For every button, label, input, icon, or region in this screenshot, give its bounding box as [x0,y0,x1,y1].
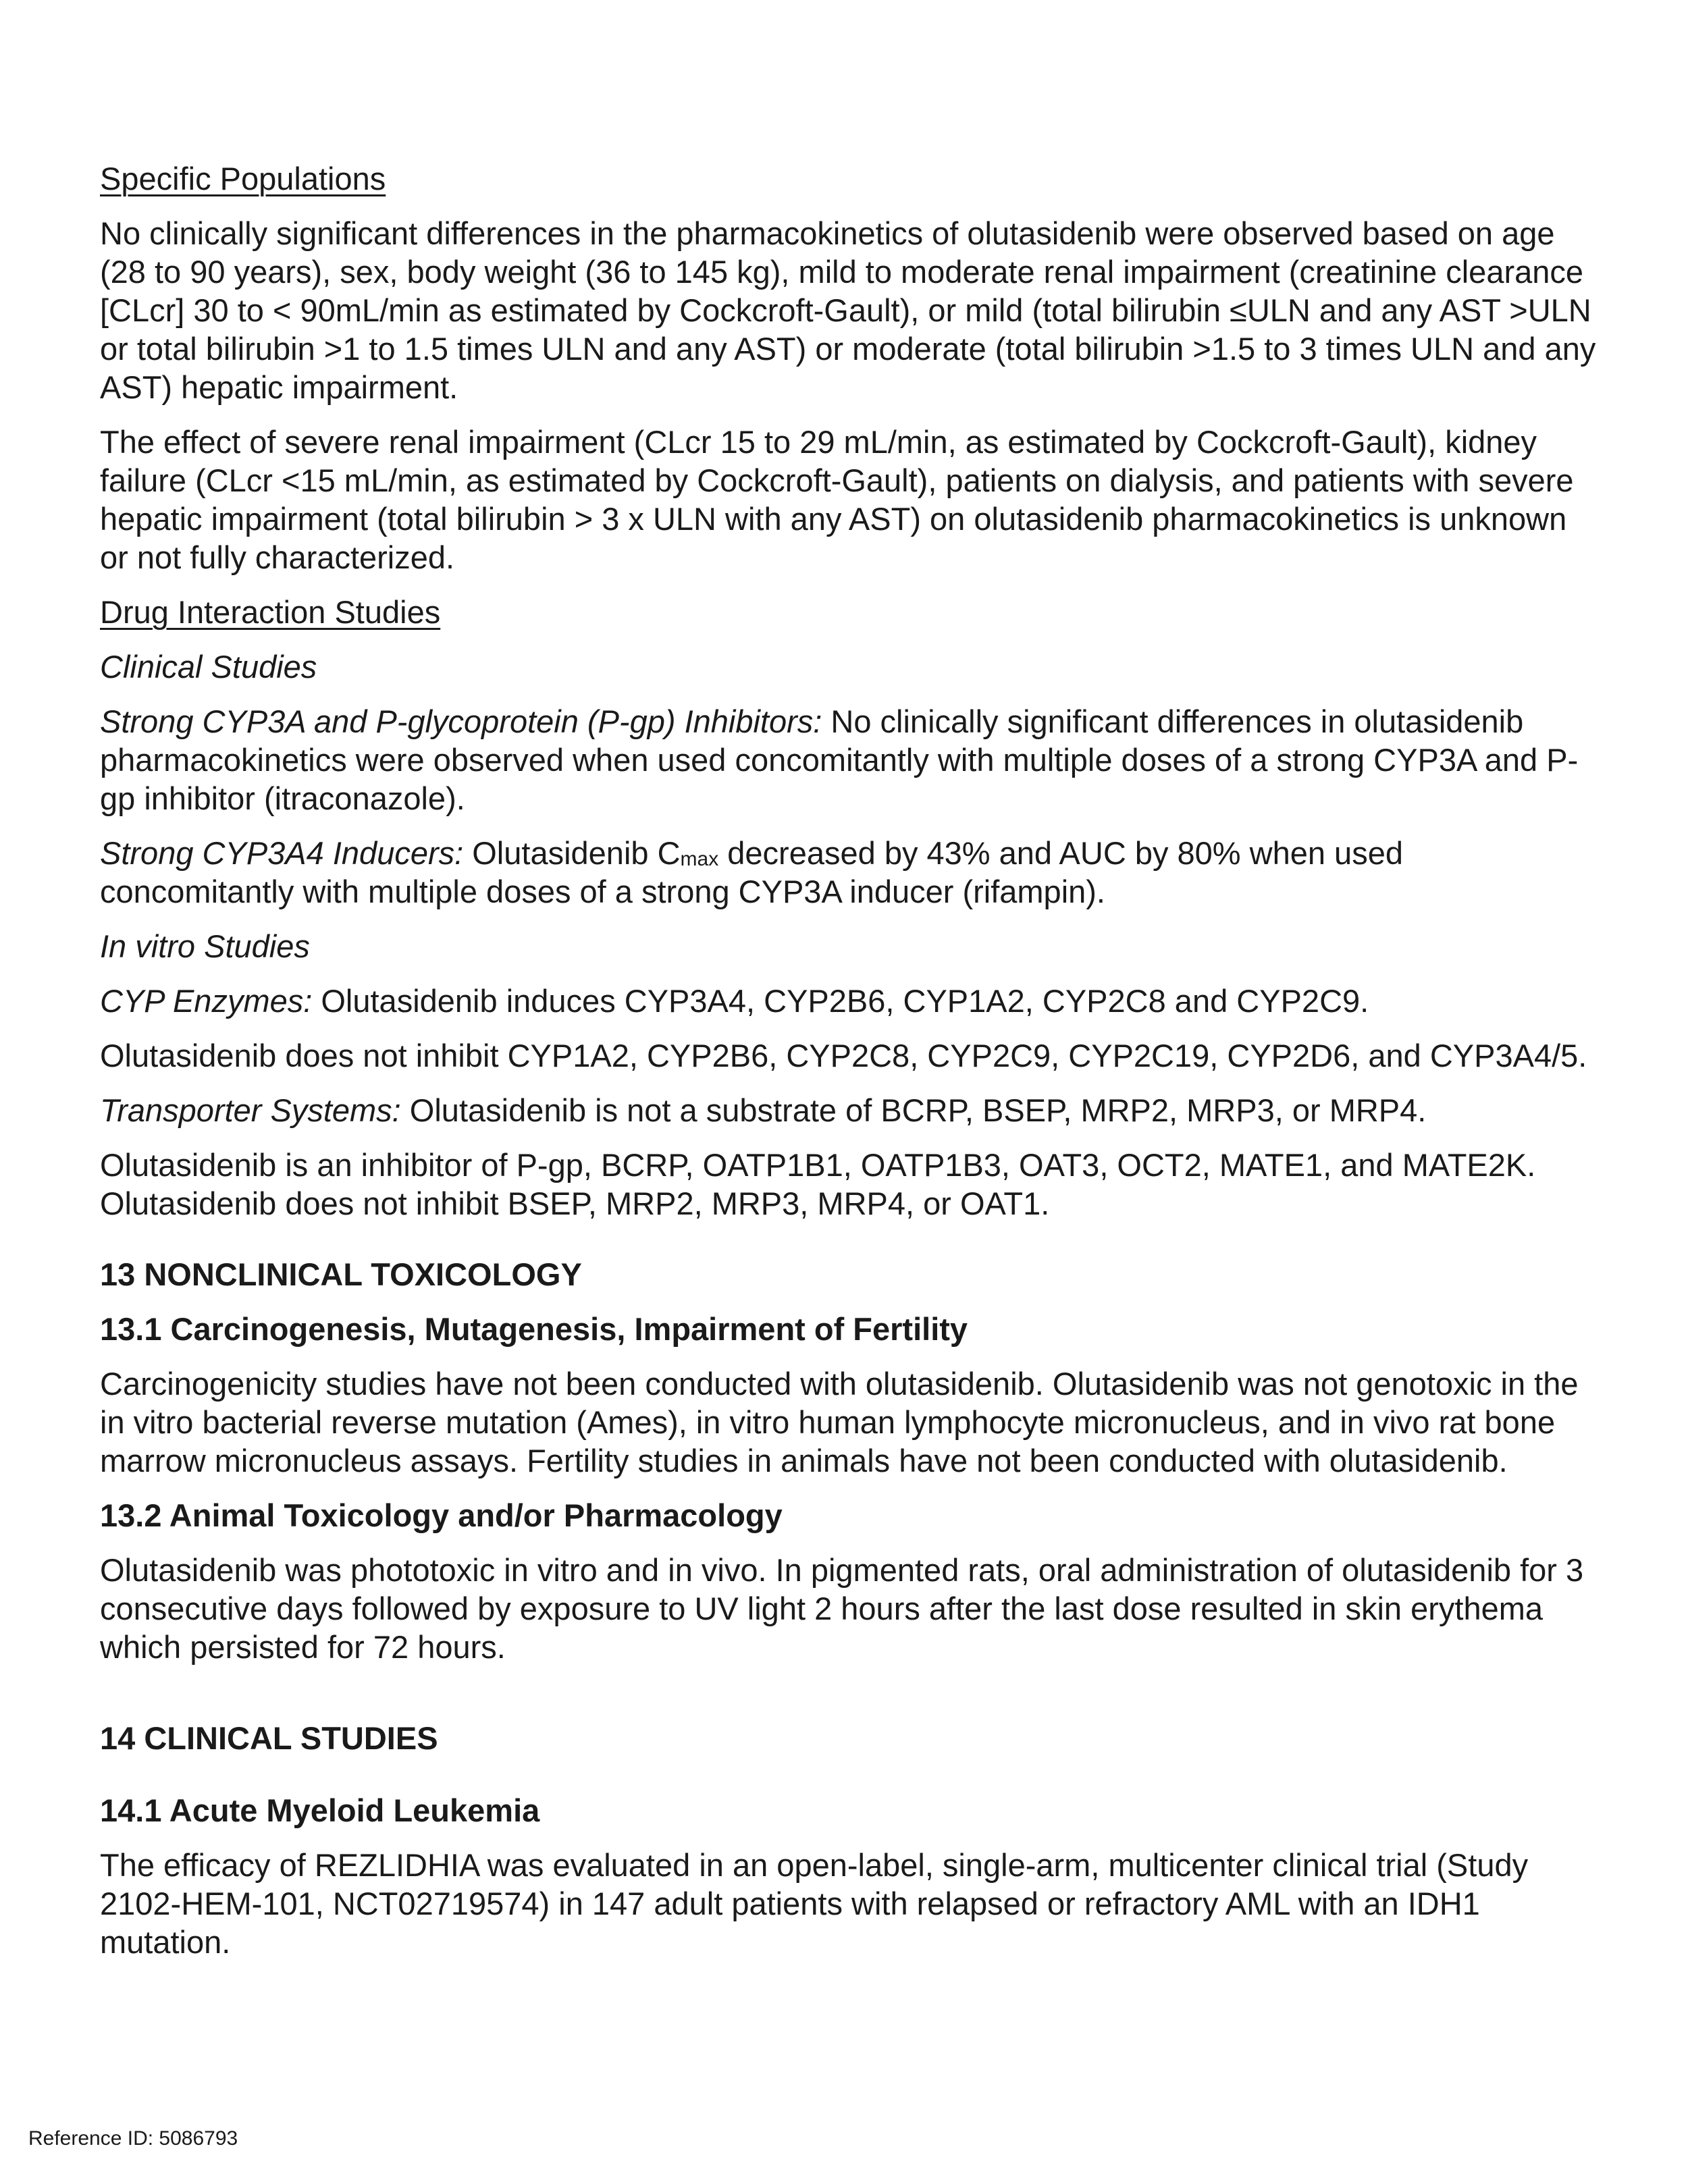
cyp-enzymes-label: CYP Enzymes: [100,983,313,1019]
cyp3a4-inducers-paragraph [100,834,1599,911]
reference-id: Reference ID: 5086793 [28,2127,238,2150]
transporter-text: Olutasidenib is not a substrate of BCRP, BSEP, MRP2, MRP3, or MRP4. [400,1092,1427,1128]
cyp3a-pgp-text: No clinically significant differences in olutasidenib pharmacokinetics were observed when used concomitantly with multiple doses of a strong CYP3A and P-gp inhibitor (itraconazole). [100,703,1579,816]
inducers-label: Strong CYP3A4 Inducers: [100,835,464,871]
specific-populations-heading: Specific Populations [100,161,386,196]
transporter-label: Transporter Systems: [100,1092,401,1128]
specific-populations-paragraph-2: The effect of severe renal impairment (CLcr 15 to 29 mL/min, as estimated by Cockcroft-Gault), kidney failure (CLcr <15 mL/min, as estimated by Cockcroft-Gault), patients on dialysis, and patients with severe hepatic impairment (total bilirubin > 3 x ULN with any AST) on olutasidenib pharmacokinetics is unknown or not fully characterized. [100,424,1574,575]
in-vitro-studies-subheading: In vitro Studies [100,928,310,964]
section-13-2-heading: 13.2 Animal Toxicology and/or Pharmacology [100,1497,783,1533]
section-13-1-heading: 13.1 Carcinogenesis, Mutagenesis, Impairment of Fertility [100,1311,968,1347]
section-13-2-text: Olutasidenib was phototoxic in vitro and in vivo. In pigmented rats, oral administration of olutasidenib for 3 consecutive days followed by exposure to UV light 2 hours after the last dose resulted in skin erythema which persisted for 72 hours. [100,1552,1584,1665]
section-14-1-heading: 14.1 Acute Myeloid Leukemia [100,1792,540,1828]
cyp3a-pgp-label: Strong CYP3A and P-glycoprotein (P-gp) Inhibitors: [100,703,822,739]
section-14-1-text: The efficacy of REZLIDHIA was evaluated in an open-label, single-arm, multicenter clinical trial (Study 2102-HEM-101, NCT02719574) in 147 adult patients with relapsed or refractory AML with an IDH1 mutation. [100,1847,1529,1960]
section-14-heading: 14 CLINICAL STUDIES [100,1720,438,1756]
cmax-subscript: max [680,848,719,870]
document-page [100,159,1599,1961]
specific-populations-paragraph-1: No clinically significant differences in the pharmacokinetics of olutasidenib were observed based on age (28 to 90 years), sex, body weight (36 to 145 kg), mild to moderate renal impairment (creatinine clearance [CLcr] 30 to < 90mL/min as estimated by Cockcroft-Gault), or mild (total bilirubin ≤ULN and any AST >ULN or total bilirubin >1 to 1.5 times ULN and any AST) or moderate (total bilirubin >1.5 to 3 times ULN and any AST) hepatic impairment. [100,215,1596,405]
clinical-studies-subheading: Clinical Studies [100,649,317,685]
cyp3a-pgp-inhibitors-paragraph [100,702,1599,818]
transporter-systems-paragraph [100,1091,1599,1129]
cyp-not-inhibit-paragraph: Olutasidenib does not inhibit CYP1A2, CYP2B6, CYP2C8, CYP2C9, CYP2C19, CYP2D6, and CYP3A4/5. [100,1038,1587,1073]
cyp-enzymes-paragraph [100,982,1599,1020]
cyp-enzymes-text: Olutasidenib induces CYP3A4, CYP2B6, CYP1A2, CYP2C8 and CYP2C9. [312,983,1369,1019]
section-13-1-text: Carcinogenicity studies have not been conducted with olutasidenib. Olutasidenib was not genotoxic in the in vitro bacterial reverse mutation (Ames), in vitro human lymphocyte micronucleus, and in vivo rat bone marrow micronucleus assays. Fertility studies in animals have not been conducted with olutasidenib. [100,1366,1579,1479]
drug-interaction-heading: Drug Interaction Studies [100,594,441,630]
section-13-heading: 13 NONCLINICAL TOXICOLOGY [100,1256,582,1292]
inducers-text-b: decreased by 43% and AUC by 80% when used concomitantly with multiple doses of a strong CYP3A inducer (rifampin). [100,835,1403,909]
transporter-inhibitor-paragraph: Olutasidenib is an inhibitor of P-gp, BCRP, OATP1B1, OATP1B3, OAT3, OCT2, MATE1, and MATE2K. Olutasidenib does not inhibit BSEP, MRP2, MRP3, MRP4, or OAT1. [100,1147,1536,1221]
inducers-text-a: Olutasidenib C [463,835,681,871]
